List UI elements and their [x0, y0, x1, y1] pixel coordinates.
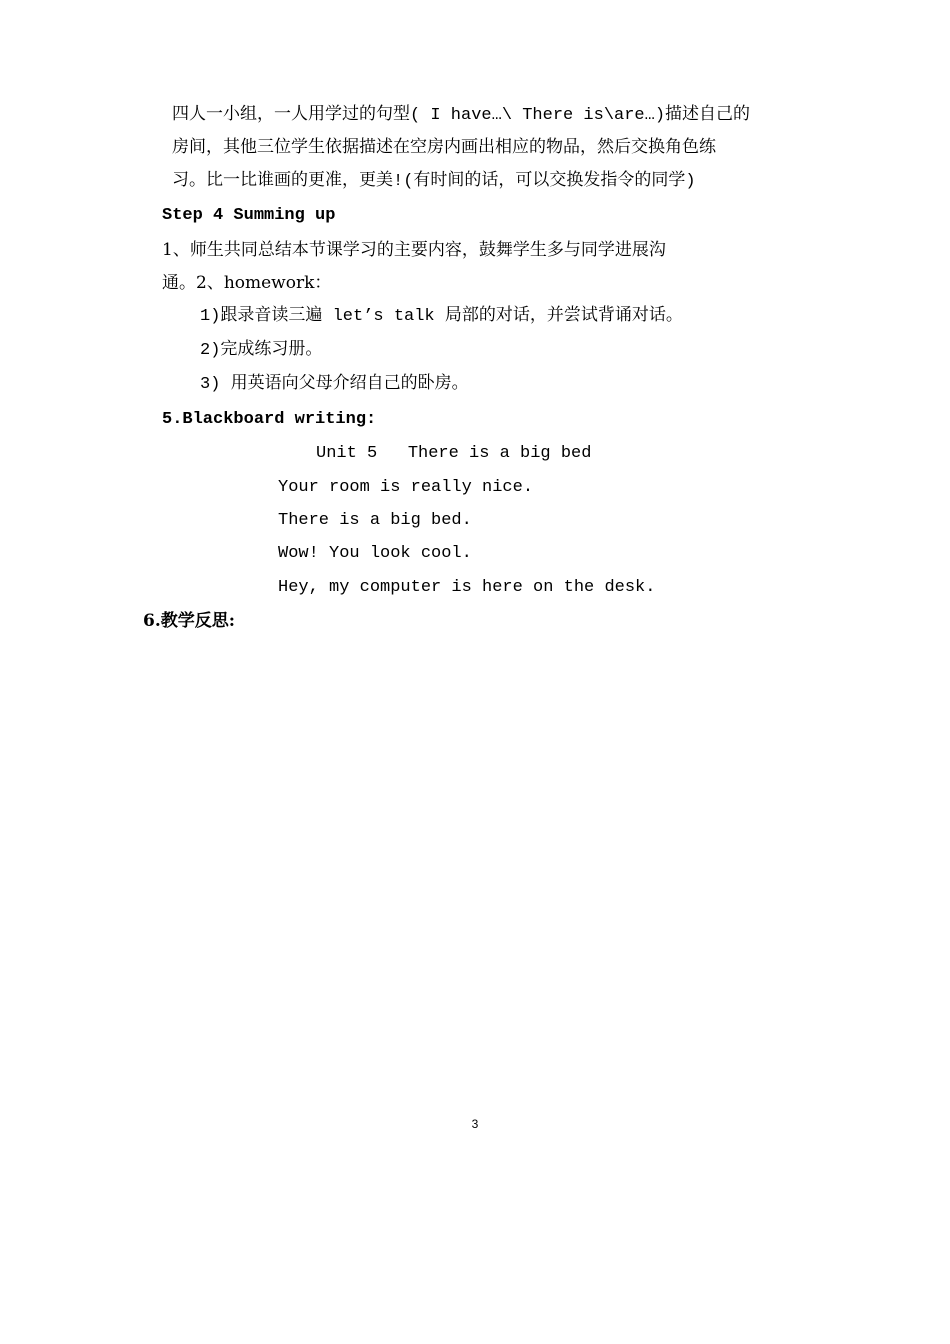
- blackboard-line-1: Your room is really nice.: [278, 478, 534, 497]
- homework-item-1: 1)跟录音读三遍 let’s talk 局部的对话，并尝试背诵对话。: [200, 307, 683, 326]
- blackboard-line-4: Hey, my computer is here on the desk.: [278, 578, 656, 597]
- homework-item-2: 2)完成练习册。: [200, 341, 323, 360]
- activity-line-3: 习。比一比谁画的更准，更美!(有时间的话，可以交换发指令的同学): [172, 172, 696, 191]
- step4-heading: Step 4 Summing up: [162, 206, 336, 225]
- summary-line-2: 通。2、homework：: [162, 273, 332, 293]
- blackboard-heading: 5.Blackboard writing:: [162, 410, 377, 429]
- activity-line-1: 四人一小组，一人用学过的句型( I have…\ There is\are…)描述自己的: [172, 106, 751, 125]
- page-number: 3: [471, 1117, 479, 1131]
- blackboard-line-2: There is a big bed.: [278, 511, 472, 530]
- blackboard-title: Unit 5 There is a big bed: [316, 444, 592, 463]
- activity-line-2: 房间，其他三位学生依据描述在空房内画出相应的物品，然后交换角色练: [172, 139, 716, 158]
- reflection-heading: 6.教学反思:: [143, 611, 236, 631]
- blackboard-line-3: Wow! You look cool.: [278, 544, 472, 563]
- summary-line-1: 1、师生共同总结本节课学习的主要内容，鼓舞学生多与同学进展沟: [162, 240, 666, 260]
- homework-item-3: 3) 用英语向父母介绍自己的卧房。: [200, 375, 469, 394]
